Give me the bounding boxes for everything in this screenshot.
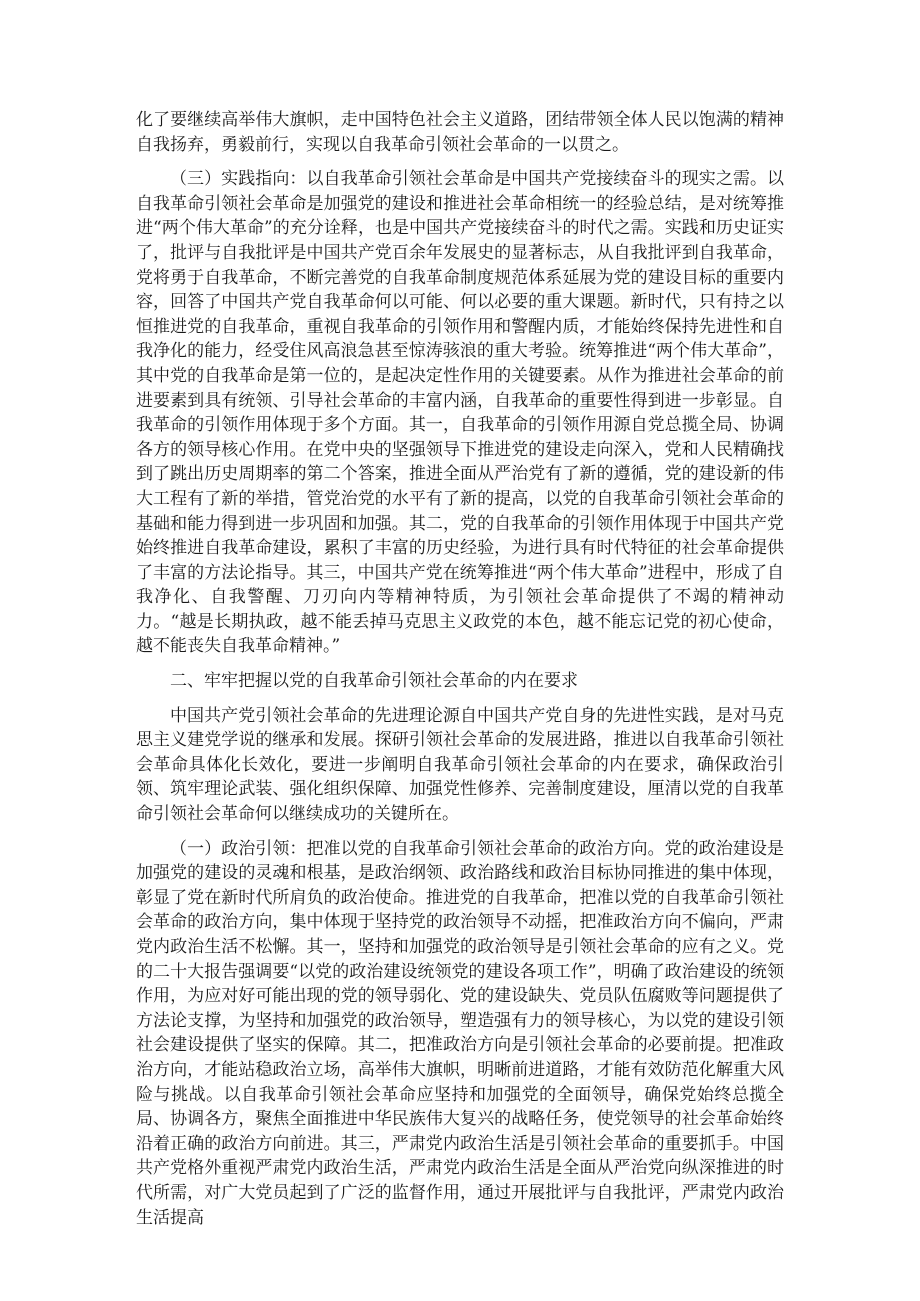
paragraph-section-intro: 中国共产党引领社会革命的先进理论源自中国共产党自身的先进性实践，是对马克思主义建党学说的继承和发展。探研引领社会革命的发展进路，推进以自我革命引领社会革命具体化长效化，要进一步阐明自我革命引领社会革命的内在要求，确保政治引领、筑牢理论武装、强化组织保障、加强党性修养、完善制度建设，厘清以党的自我革命引领社会革命何以继续成功的关键所在。 bbox=[136, 705, 784, 825]
paragraph-practice-orientation: （三）实践指向：以自我革命引领社会革命是中国共产党接续奋斗的现实之需。以自我革命引领社会革命是加强党的建设和推进社会革命相统一的经验总结，是对统筹推进“两个伟大革命”的充分诠释，也是中国共产党接续奋斗的时代之需。实践和历史证实了，批评与自我批评是中国共产党百余年发展史的显著标志，从自我批评到自我革命，党将勇于自我革命，不断完善党的自我革命制度规范体系延展为党的建设目标的重要内容，回答了中国共产党自我革命何以可能、何以必要的重大课题。新时代，只有持之以恒推进党的自我革命，重视自我革命的引领作用和警醒内质，才能始终保持先进性和自我净化的能力，经受住风高浪急甚至惊涛骇浪的重大考验。统筹推进“两个伟大革命”，其中党的自我革命是第一位的，是起决定性作用的关键要素。从作为推进社会革命的前进要素到具有统领、引导社会革命的丰富内涵，自我革命的重要性得到进一步彰显。自我革命的引领作用体现于多个方面。其一，自我革命的引领作用源自党总揽全局、协调各方的领导核心作用。在党中央的坚强领导下推进党的建设走向深入，党和人民精确找到了跳出历史周期率的第二个答案，推进全面从严治党有了新的遵循，党的建设新的伟大工程有了新的举措，管党治党的水平有了新的提高，以党的自我革命引领社会革命的基础和能力得到进一步巩固和加强。其二，党的自我革命的引领作用体现于中国共产党始终推进自我革命建设，累积了丰富的历史经验，为进行具有时代特征的社会革命提供了丰富的方法论指导。其三，中国共产党在统筹推进“两个伟大革命”进程中，形成了自我净化、自我警醒、刀刃向内等精神特质，为引领社会革命提供了不竭的精神动力。“越是长期执政，越不能丢掉马克思主义政党的本色，越不能忘记党的初心使命，越不能丧失自我革命精神。” bbox=[136, 169, 784, 657]
paragraph-political-leadership: （一）政治引领：把准以党的自我革命引领社会革命的政治方向。党的政治建设是加强党的建设的灵魂和根基，是政治纲领、政治路线和政治目标协同推进的集中体现，彰显了党在新时代所肩负的政治使命。推进党的自我革命，把准以党的自我革命引领社会革命的政治方向，集中体现于坚持党的政治领导不动摇，把准政治方向不偏向，严肃党内政治生活不松懈。其一，坚持和加强党的政治领导是引领社会革命的应有之义。党的二十大报告强调要“以党的政治建设统领党的建设各项工作”，明确了政治建设的统领作用，为应对好可能出现的党的领导弱化、党的建设缺失、党员队伍腐败等问题提供了方法论支撑，为坚持和加强党的政治领导，塑造强有力的领导核心，为以党的建设引领社会建设提供了坚实的保障。其二，把准政治方向是引领社会革命的必要前提。把准政治方向，才能站稳政治立场，高举伟大旗帜，明晰前进道路，才能有效防范化解重大风险与挑战。以自我革命引领社会革命应坚持和加强党的全面领导，确保党始终总揽全局、协调各方，聚焦全面推进中华民族伟大复兴的战略任务，使党领导的社会革命始终沿着正确的政治方向前进。其三，严肃党内政治生活是引领社会革命的重要抓手。中国共产党格外重视严肃党内政治生活，严肃党内政治生活是全面从严治党向纵深推进的时代所需，对广大党员起到了广泛的监督作用，通过开展批评与自我批评，严肃党内政治生活提高 bbox=[136, 838, 784, 1228]
section-heading: 二、牢牢把握以党的自我革命引领社会革命的内在要求 bbox=[170, 671, 578, 692]
paragraph-continuation: 化了要继续高举伟大旗帜，走中国特色社会主义道路，团结带领全体人民以饱满的精神自我扬弃，勇毅前行，实现以自我革命引领社会革命的一以贯之。 bbox=[136, 110, 784, 155]
document-page bbox=[136, 108, 784, 1240]
